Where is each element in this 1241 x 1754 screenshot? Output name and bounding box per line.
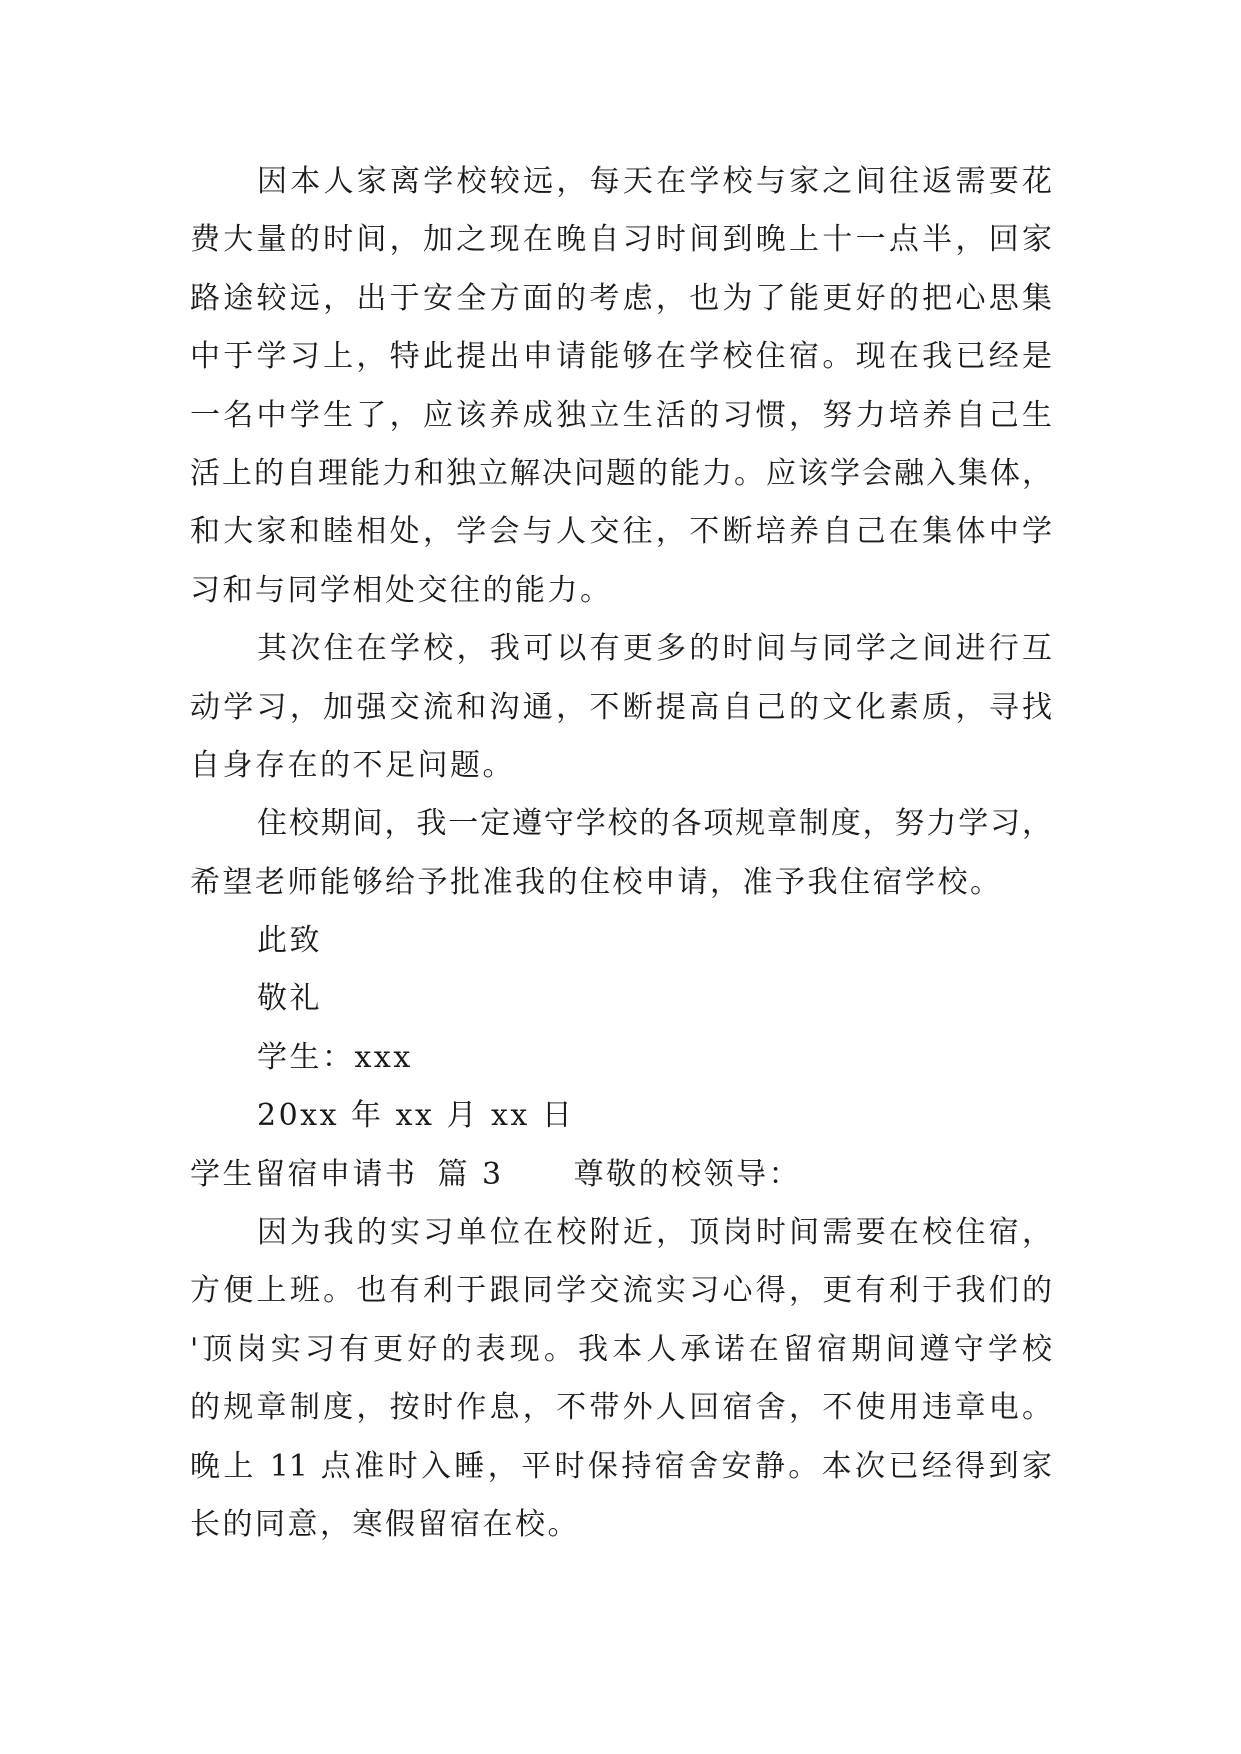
text-line: '顶岗实习有更好的表现。我本人承诺在留宿期间遵守学校 bbox=[190, 1331, 1052, 1367]
text-line: 活上的自理能力和独立解决问题的能力。应该学会融入集体， bbox=[190, 455, 1052, 491]
date: 20xx 年 xx 月 xx 日 bbox=[257, 1098, 575, 1134]
section-part-number: 篇 3 bbox=[437, 1156, 504, 1192]
text-line: 一名中学生了，应该养成独立生活的习惯，努力培养自己生 bbox=[190, 397, 1052, 433]
text-line: 长的同意，寒假留宿在校。 bbox=[190, 1506, 580, 1542]
text-line: 费大量的时间，加之现在晚自习时间到晚上十一点半，回家 bbox=[190, 222, 1052, 258]
paragraph-1 bbox=[190, 153, 1052, 620]
signature: 学生：xxx bbox=[257, 1039, 413, 1075]
closing bbox=[190, 912, 1052, 1146]
text-line: 因为我的实习单位在校附近，顶岗时间需要在校住宿， bbox=[257, 1215, 1052, 1251]
closing-salutation: 此致 bbox=[257, 923, 322, 959]
text-line: 晚上 11 点准时入睡，平时保持宿舍安静。本次已经得到家 bbox=[190, 1448, 1052, 1484]
text-line: 希望老师能够给予批准我的住校申请，准予我住宿学校。 bbox=[190, 864, 1003, 900]
text-line: 住校期间，我一定遵守学校的各项规章制度，努力学习， bbox=[257, 806, 1052, 842]
text-line: 自身存在的不足问题。 bbox=[190, 747, 515, 783]
text-line: 习和与同学相处交往的能力。 bbox=[190, 572, 613, 608]
text-line: 和大家和睦相处，学会与人交往，不断培养自己在集体中学 bbox=[190, 514, 1052, 550]
text-line: 的规章制度，按时作息，不带外人回宿舍，不使用违章电。 bbox=[190, 1390, 1052, 1426]
text-line: 动学习，加强交流和沟通，不断提高自己的文化素质，寻找 bbox=[190, 689, 1052, 725]
closing-regards: 敬礼 bbox=[257, 981, 322, 1017]
letter-2 bbox=[190, 1146, 1052, 1555]
letter-greeting: 尊敬的校领导： bbox=[573, 1156, 802, 1192]
text-line: 方便上班。也有利于跟同学交流实习心得，更有利于我们的 bbox=[190, 1273, 1052, 1309]
text-line: 因本人家离学校较远，每天在学校与家之间往返需要花 bbox=[257, 164, 1052, 199]
paragraph-4 bbox=[190, 1204, 1052, 1554]
text-line: 路途较远，出于安全方面的考虑，也为了能更好的把心思集 bbox=[190, 280, 1052, 316]
document-body bbox=[190, 153, 1052, 1554]
paragraph-2 bbox=[190, 620, 1052, 795]
letter-1 bbox=[190, 153, 1052, 1146]
paragraph-3 bbox=[190, 795, 1052, 912]
section-title: 学生留宿申请书 bbox=[190, 1156, 418, 1192]
text-line: 中于学习上，特此提出申请能够在学校住宿。现在我已经是 bbox=[190, 339, 1052, 375]
section-heading bbox=[190, 1146, 1052, 1204]
text-line: 其次住在学校，我可以有更多的时间与同学之间进行互 bbox=[257, 631, 1052, 667]
